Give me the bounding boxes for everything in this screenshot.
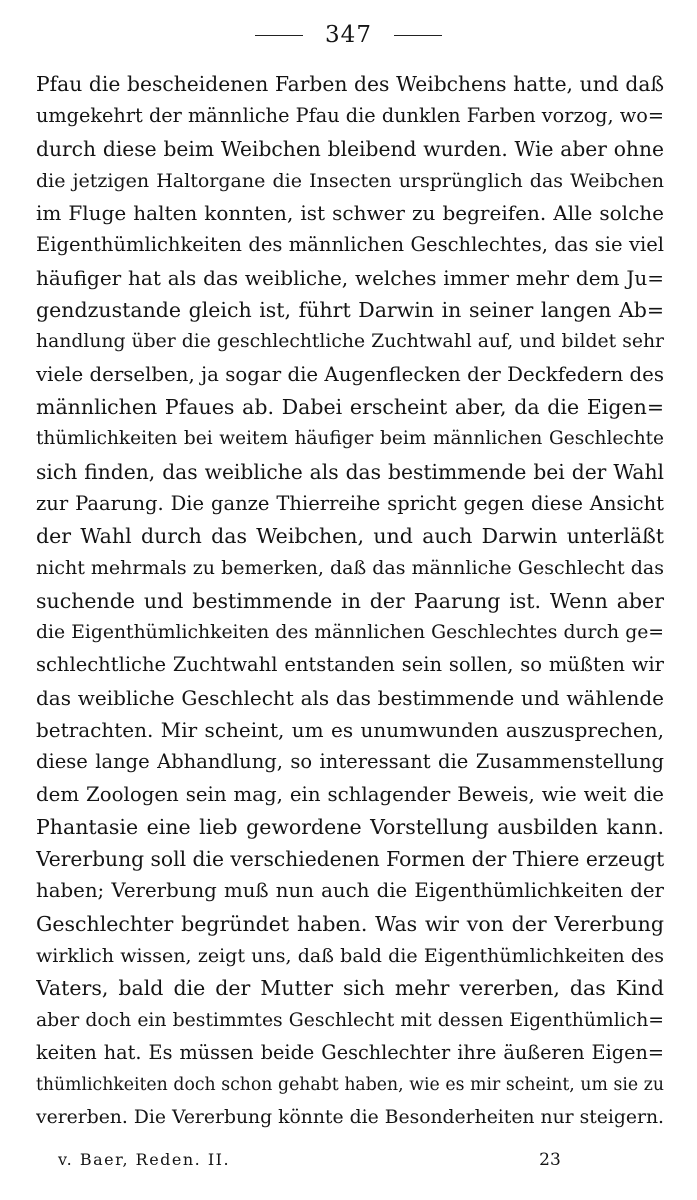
text-line: Eigenthümlichkeiten des männlichen Geschlechtes, das sie viel [36,233,664,257]
text-line: suchende und bestimmende in der Paarung ist. Wenn aber [36,588,664,613]
text-line: Vererbung soll die verschiedenen Formen der Thiere erzeugt [36,847,664,872]
text-line: Vaters, bald die der Mutter sich mehr vererben, das Kind [36,976,664,1001]
text-line: der Wahl durch das Weibchen, und auch Darwin unterläßt [36,524,664,549]
text-line: keiten hat. Es müssen beide Geschlechter ihre äußeren Eigen= [36,1040,664,1064]
text-line: handlung über die geschlechtliche Zuchtwahl auf, und bildet sehr [36,331,664,353]
text-line: die jetzigen Haltorgane die Insecten ursprünglich das Weibchen [36,169,664,192]
text-line: betrachten. Mir scheint, um es unumwunden auszusprechen, [36,717,664,742]
text-line: durch diese beim Weibchen bleibend wurden. Wie aber ohne [36,136,664,161]
text-line: die Eigenthümlichkeiten des männlichen Geschlechtes durch ge= [36,622,664,644]
text-line: vererben. Die Vererbung könnte die Besonderheiten nur steigern. [36,1106,664,1128]
footer-running-title: v. Baer, Reden. II. [58,1150,231,1169]
text-line: männlichen Pfaues ab. Dabei erscheint aber, da die Eigen= [36,394,664,419]
text-line: gendzustande gleich ist, führt Darwin in seiner langen Ab= [36,298,664,323]
text-line: Phantasie eine lieb gewordene Vorstellung ausbilden kann. [36,814,664,839]
text-line: schlechtliche Zuchtwahl entstanden sein sollen, so müßten wir [36,653,664,677]
text-line: dem Zoologen sein mag, ein schlagender Beweis, wie weit die [36,782,664,806]
text-line: nicht mehrmals zu bemerken, daß das männliche Geschlecht das [36,557,664,580]
text-line: thümlichkeiten bei weitem häufiger beim männlichen Geschlechte [36,428,664,450]
text-line: das weibliche Geschlecht als das bestimmende und wählende [36,685,664,710]
text-line: viele derselben, ja sogar die Augenflecken der Deckfedern des [36,362,664,386]
text-line: aber doch ein bestimmtes Geschlecht mit dessen Eigenthümlich= [36,1009,664,1031]
text-line: zur Paarung. Die ganze Thierreihe spricht gegen diese Ansicht [36,491,664,515]
text-line: diese lange Abhandlung, so interessant die Zusammenstellung [36,750,664,774]
text-line: thümlichkeiten doch schon gehabt haben, wie es mir scheint, um sie zu [36,1075,664,1096]
text-line: umgekehrt der männliche Pfau die dunklen Farben vorzog, wo= [36,104,664,128]
text-line: Pfau die bescheidenen Farben des Weibchens hatte, und daß [36,72,664,96]
text-line: häufiger hat als das weibliche, welches immer mehr dem Ju= [36,265,664,290]
text-line: im Fluge halten konnten, ist schwer zu begreifen. Alle solche [36,201,664,226]
body-text [36,68,664,1134]
page-header [0,18,697,52]
text-line: wirklich wissen, zeigt uns, daß bald die Eigenthümlichkeiten des [36,945,664,968]
page-number: 347 [325,22,372,48]
text-line: sich finden, das weibliche als das bestimmende bei der Wahl [36,459,664,484]
text-line: Geschlechter begründet haben. Was wir von der Vererbung [36,911,664,936]
header-rule-left [255,35,303,36]
header-rule-right [394,35,442,36]
text-line: haben; Vererbung muß nun auch die Eigenthümlichkeiten der [36,879,664,903]
footer-signature-mark: 23 [539,1150,561,1170]
